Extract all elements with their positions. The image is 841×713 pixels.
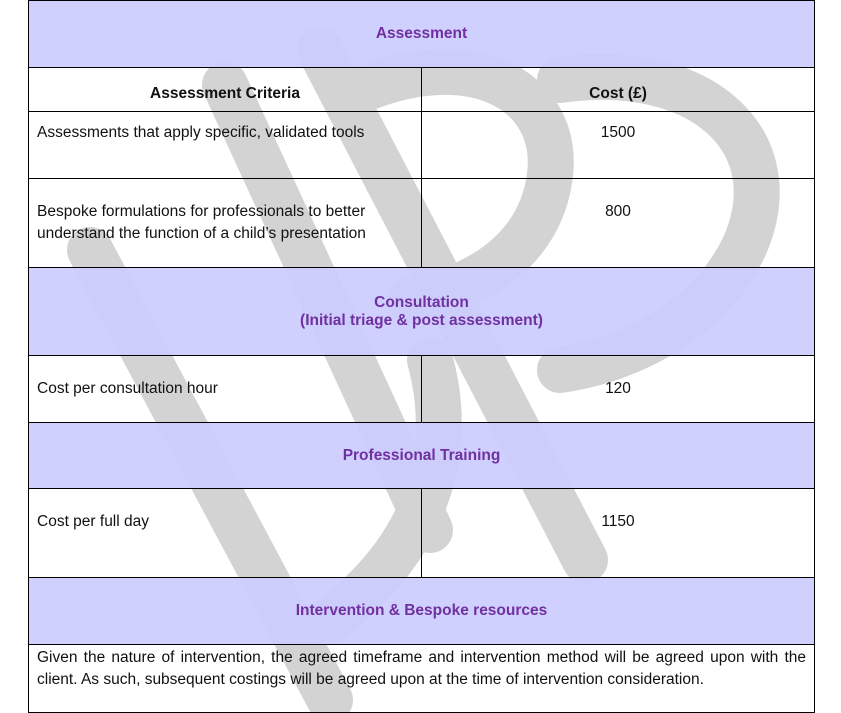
consultation-cost-cell: 120: [422, 356, 815, 423]
criteria-cell: Bespoke formulations for professionals to better understand the function of a child’s presentation: [29, 179, 422, 268]
section-title-consultation: Consultation: [374, 293, 469, 311]
intervention-note: Given the nature of intervention, the agreed timeframe and intervention method will be agreed upon with the client. As such, subsequent costings will be agreed upon at the time of intervention consideration.: [29, 645, 815, 713]
fee-table: [28, 0, 815, 713]
section-header-intervention: [29, 578, 815, 645]
training-cost-cell: 1150: [422, 489, 815, 578]
table-row: [29, 112, 815, 179]
section-title-assessment: Assessment: [375, 25, 468, 42]
table-row: [29, 489, 815, 578]
criteria-cell: Assessments that apply specific, validated tools: [29, 112, 422, 179]
section-header-assessment: [29, 1, 815, 68]
cost-cell: 1500: [422, 112, 815, 179]
section-subtitle-consultation: (Initial triage & post assessment): [300, 311, 543, 329]
section-header-consultation: [29, 268, 815, 356]
section-title-training: Professional Training: [342, 446, 501, 464]
section-title-intervention: Intervention & Bespoke resources: [295, 602, 548, 619]
column-header-criteria: Assessment Criteria: [29, 68, 422, 112]
table-row: [29, 356, 815, 423]
training-label-cell: Cost per full day: [29, 489, 422, 578]
cost-cell: 800: [422, 179, 815, 268]
column-header-cost: Cost (£): [422, 68, 815, 112]
consultation-label-cell: Cost per consultation hour: [29, 356, 422, 423]
section-header-training: [29, 423, 815, 489]
table-row: [29, 179, 815, 268]
